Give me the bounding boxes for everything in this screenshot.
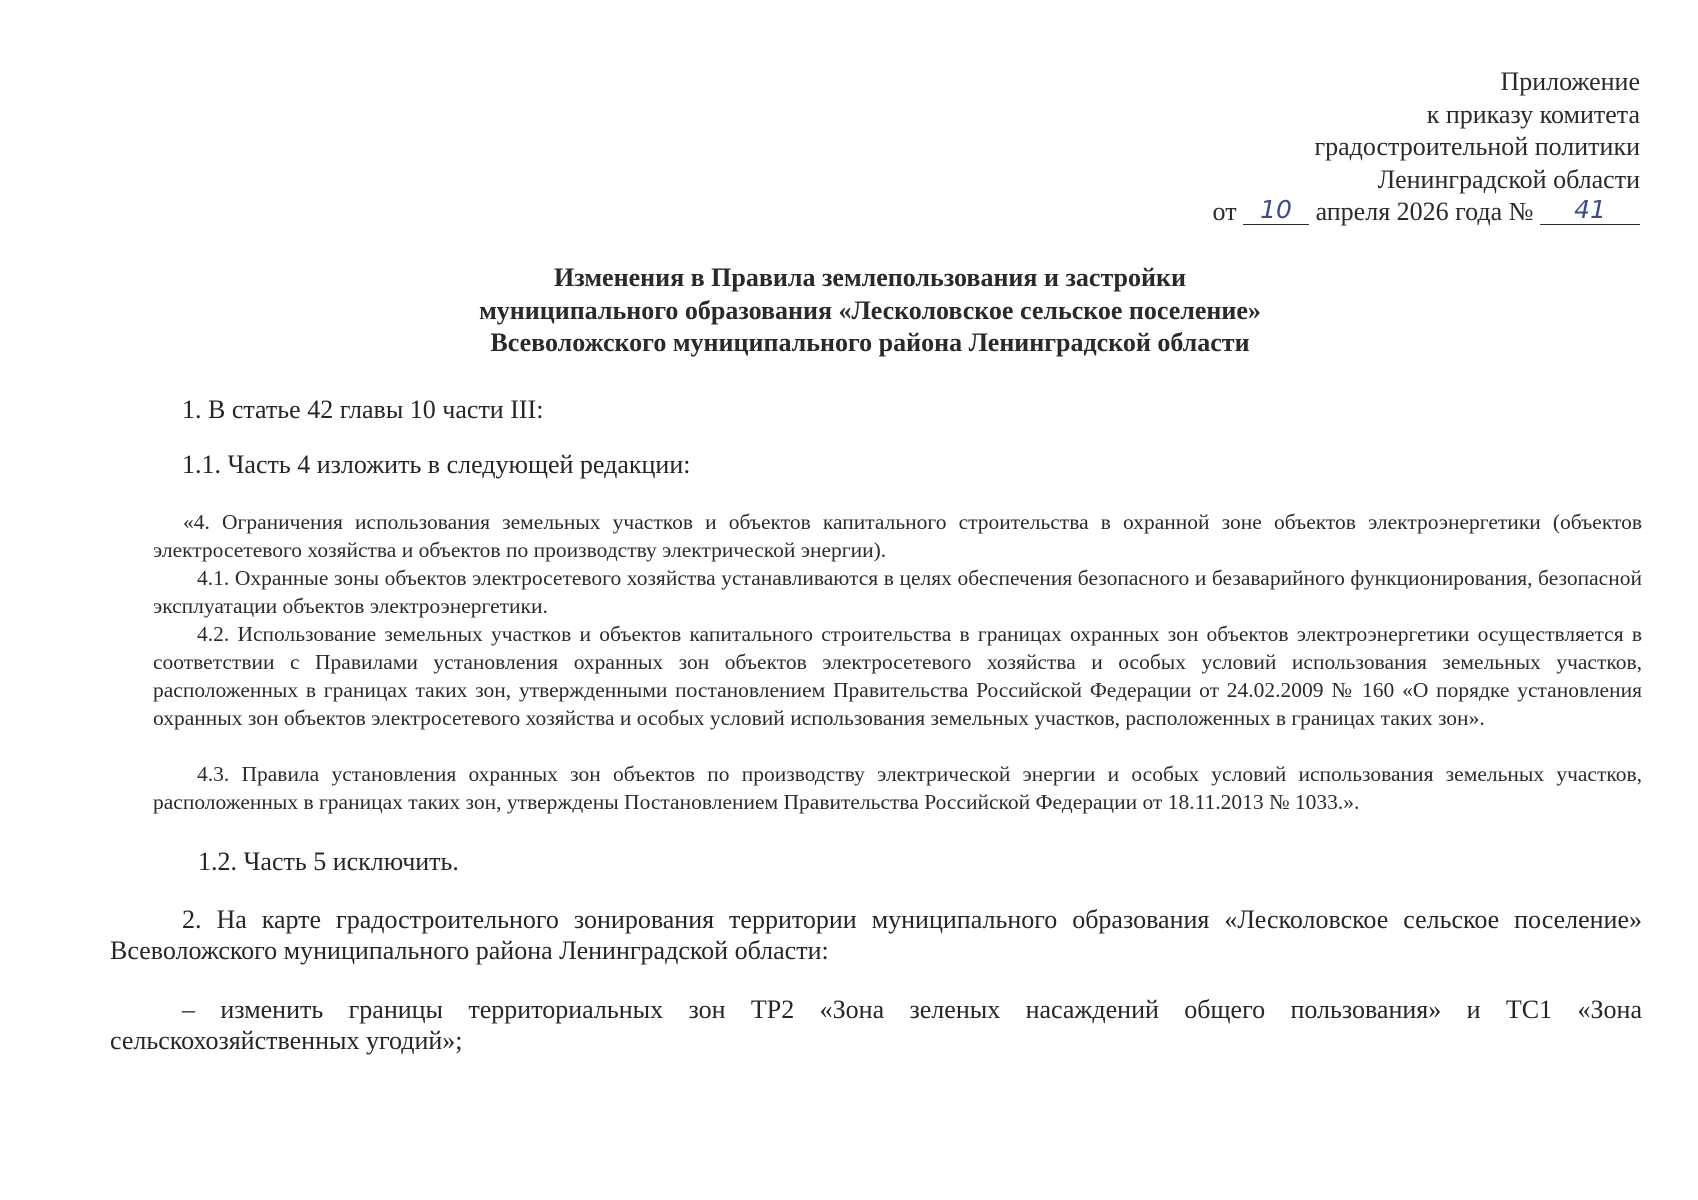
number-field [1540, 196, 1640, 225]
approval-line-4: Ленинградской области [1377, 164, 1640, 194]
document-title [100, 262, 1640, 360]
handwritten-number: 41 [1574, 195, 1606, 224]
approval-line-2: к приказу комитета [1426, 99, 1640, 129]
handwritten-day: 10 [1260, 195, 1292, 224]
item-2-dash: – изменить границы территориальных зон ТР2 «Зона зеленых насаждений общего пользования» и ТС1 «Зона сельскохозяйственных угодий»; [110, 995, 1642, 1055]
quoted-part-4: «4. Ограничения использования земельных участков и объектов капитального строительства в охранной зоне объектов электроэнергетики (объектов электросетевого хозяйства и объектов по производству электрической энергии). [153, 510, 1642, 562]
approval-block [1080, 66, 1640, 229]
title-line-2: муниципального образования «Лесколовское сельское поселение» [479, 295, 1261, 325]
item-2: 2. На карте градостроительного зонирования территории муниципального образования «Лесколовское сельское поселение» Всеволожского муниципального района Ленинградской области: [110, 905, 1642, 965]
quoted-part-4-2: 4.2. Использование земельных участков и объектов капитального строительства в границах охранных зон объектов электроэнергетики осуществляется в соответствии с Правилами установления охранных зон объектов электросетевого хозяйства и особых условий использования земельных участков, расположенных в границах таких зон, утвержденными постановлением Правительства Российской Федерации от 24.02.2009 № 160 «О порядке установления охранных зон объектов электросетевого хозяйства и особых условий использования земельных участков, расположенных в границах таких зон». [153, 622, 1642, 730]
date-prefix: от [1212, 197, 1237, 226]
item-1-1: 1.1. Часть 4 изложить в следующей редакции: [182, 450, 691, 479]
quoted-part-4-3: 4.3. Правила установления охранных зон объектов по производству электрической энергии и особых условий использования земельных участков, расположенных в границах таких зон, утверждены Постановлением Правительства Российской Федерации от 18.11.2013 № 1033.». [153, 762, 1642, 814]
item-1-2: 1.2. Часть 5 исключить. [198, 847, 459, 876]
approval-date-line [1080, 196, 1640, 229]
day-field [1243, 196, 1309, 225]
date-text: апреля 2026 года № [1315, 197, 1534, 226]
quoted-part-4-1: 4.1. Охранные зоны объектов электросетевого хозяйства устанавливаются в целях обеспечения безопасного и безаварийного функционирования, безопасной эксплуатации объектов электроэнергетики. [153, 566, 1642, 618]
approval-line-1: Приложение [1500, 67, 1640, 96]
item-1: 1. В статье 42 главы 10 части III: [182, 395, 544, 424]
title-line-3: Всеволожского муниципального района Ленинградской области [490, 328, 1250, 357]
title-line-1: Изменения в Правила землепользования и застройки [554, 263, 1186, 292]
approval-line-3: градостроительной политики [1314, 132, 1640, 161]
